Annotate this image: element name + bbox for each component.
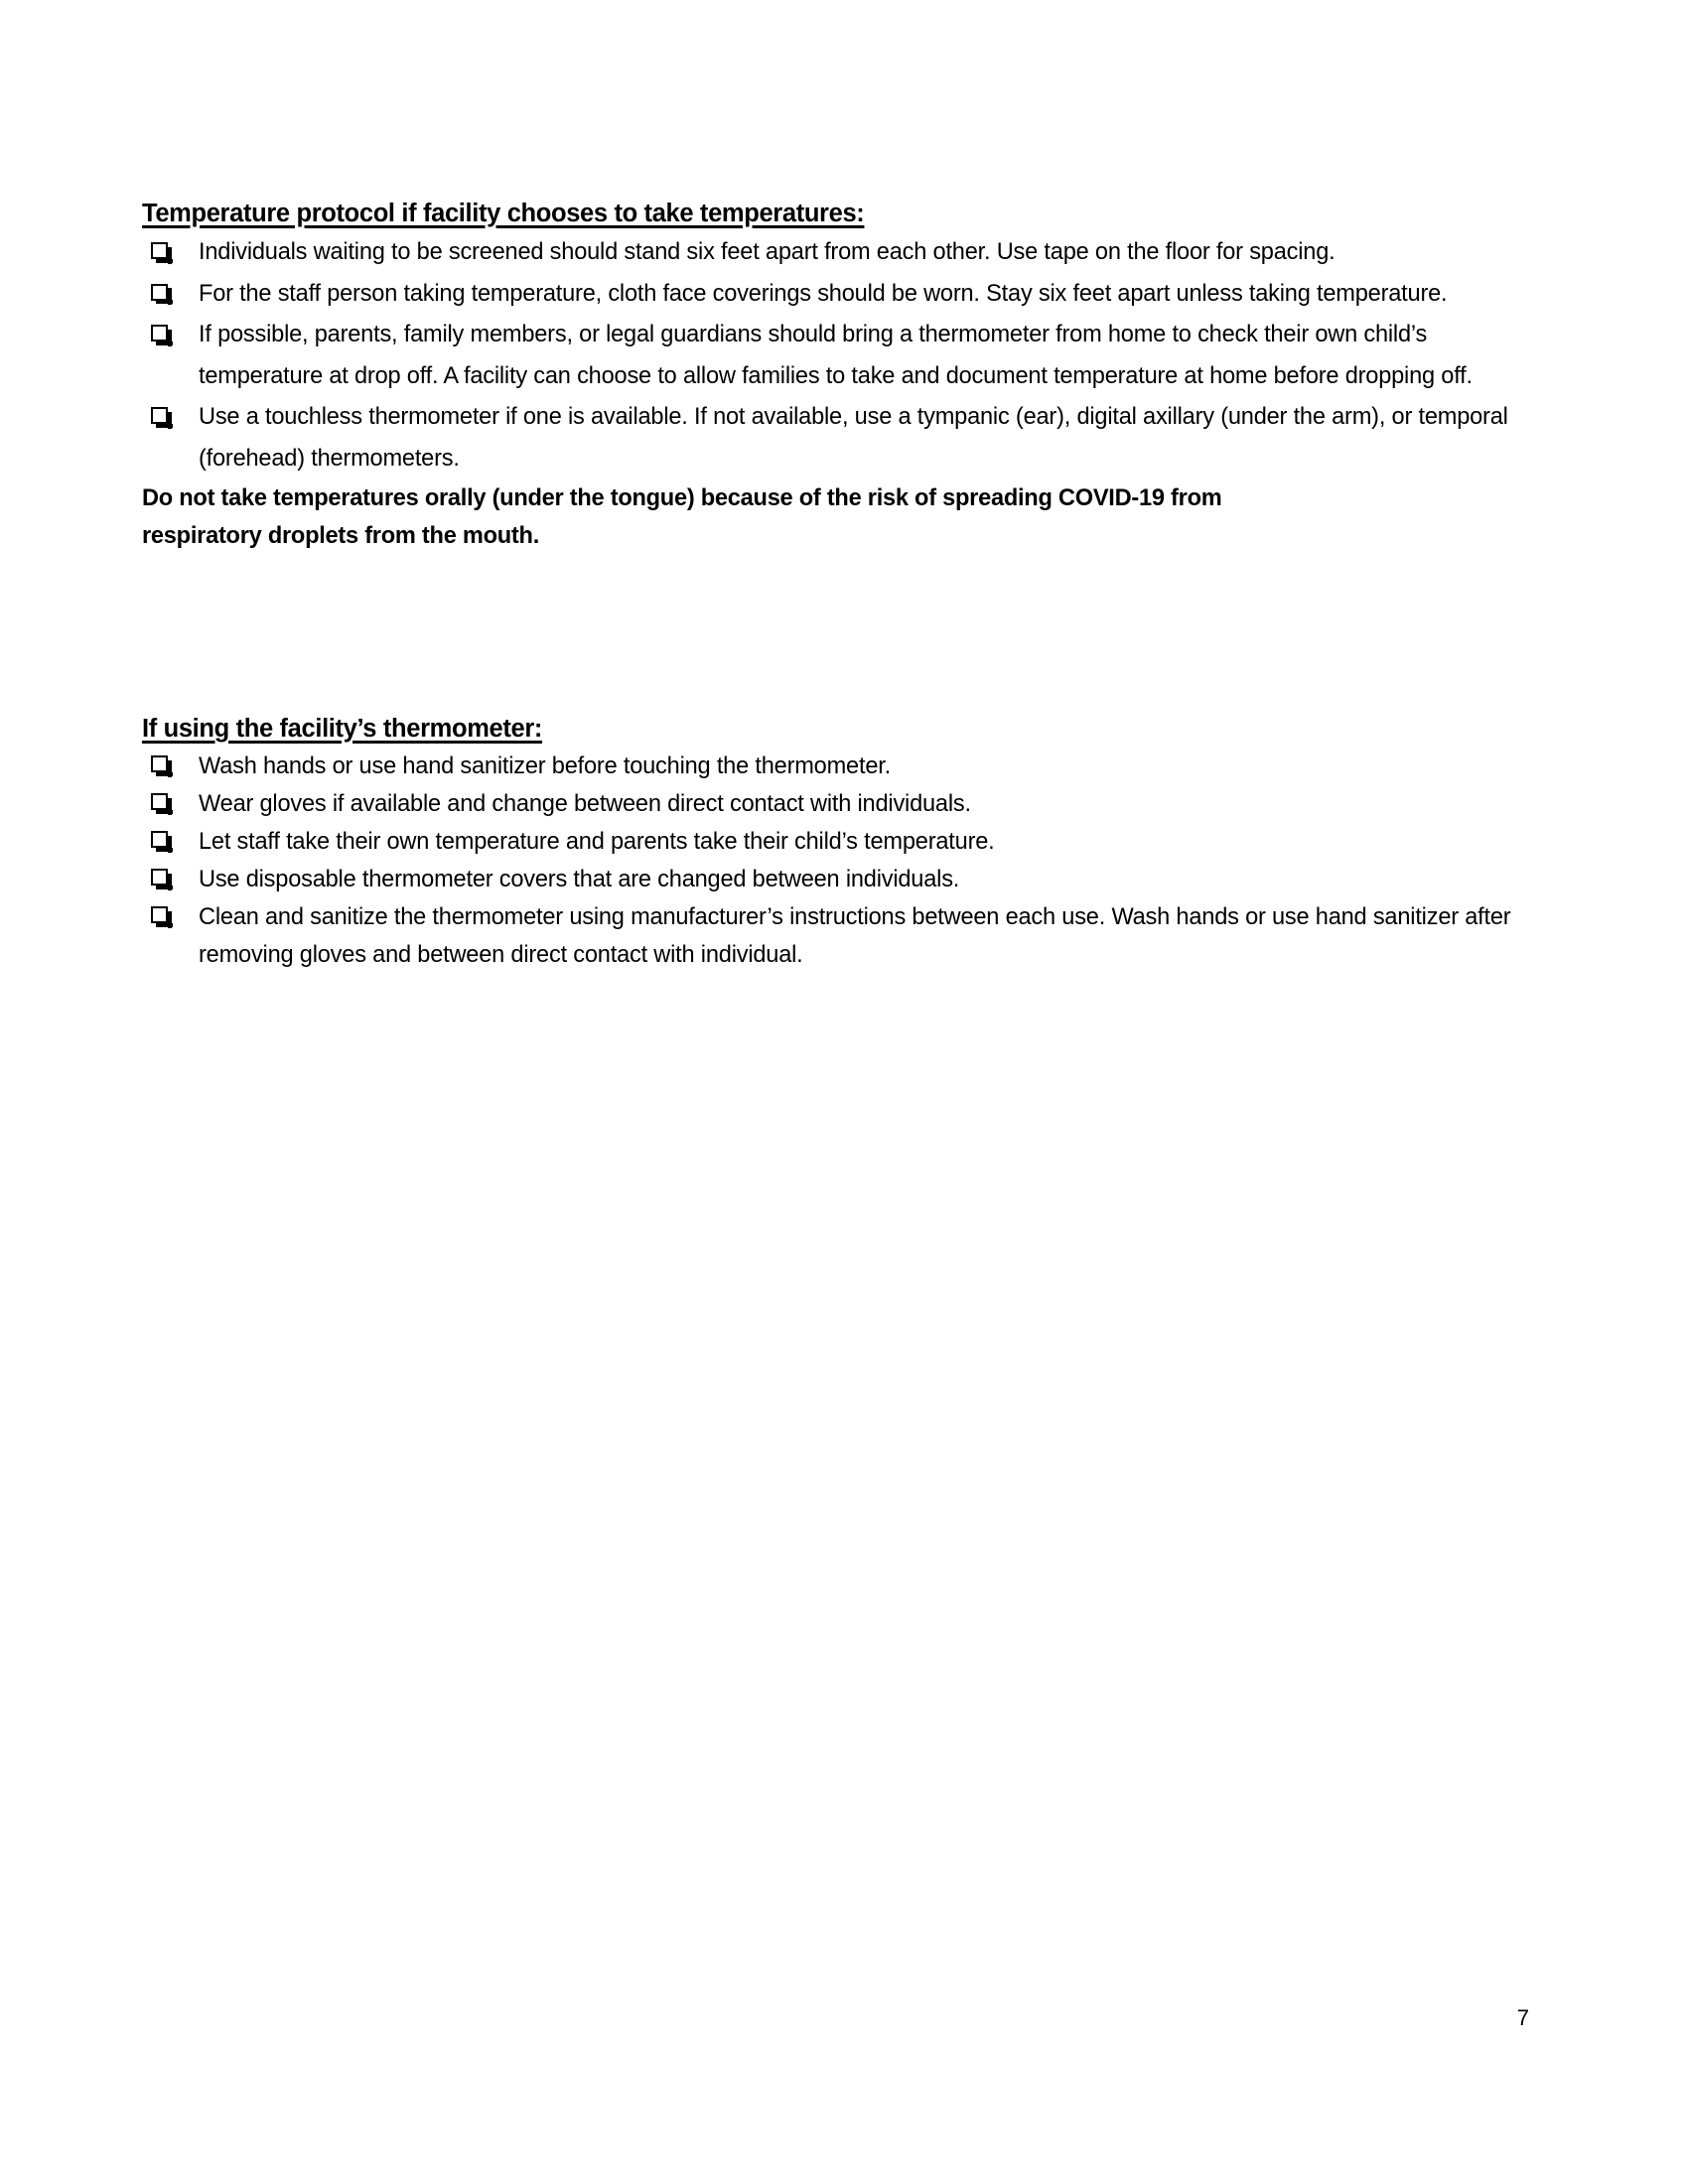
section-heading-temperature-protocol: Temperature protocol if facility chooses to take temperatures:: [142, 200, 865, 227]
list-item: [142, 861, 1527, 898]
list-item-text: Use disposable thermometer covers that are changed between individuals.: [199, 867, 960, 893]
list-item-text: For the staff person taking temperature, cloth face coverings should be worn. Stay six feet apart unless taking temperature.: [199, 280, 1448, 307]
facility-thermometer-checklist: [142, 748, 1527, 974]
list-item: [142, 898, 1527, 974]
checkbox-square-icon: [151, 325, 168, 341]
list-item-text: Let staff take their own temperature and parents take their child’s temperature.: [199, 829, 995, 856]
list-item-text: Individuals waiting to be screened should stand six feet apart from each other. Use tape on the floor for spacing.: [199, 239, 1336, 266]
checkbox-square-icon: [151, 831, 168, 848]
list-item: [142, 397, 1527, 479]
checkbox-square-icon: [151, 793, 168, 810]
list-item-text: Wear gloves if available and change between direct contact with individuals.: [199, 791, 971, 818]
checkbox-square-icon: [151, 242, 168, 259]
list-item-text: Wash hands or use hand sanitizer before touching the thermometer.: [199, 753, 891, 780]
list-item-text: Clean and sanitize the thermometer using manufacturer’s instructions between each use. Wash hands or use hand sanitizer after removing gloves and between direct contact with individual.: [199, 904, 1511, 969]
page-number: 7: [1516, 2005, 1529, 2030]
section-heading-facility-thermometer: If using the facility’s thermometer:: [142, 715, 543, 744]
checkbox-square-icon: [151, 284, 168, 301]
checkbox-square-icon: [151, 407, 168, 424]
list-item-text: If possible, parents, family members, or legal guardians should bring a thermometer from home to check their own child’s temperature at drop off. A facility can choose to allow families to take and document temperature at home before dropping off.: [199, 322, 1473, 389]
checkbox-square-icon: [151, 755, 168, 772]
list-item: [142, 823, 1527, 861]
checkbox-square-icon: [151, 869, 168, 886]
document-body: [142, 199, 1527, 974]
list-item-text: Use a touchless thermometer if one is available. If not available, use a tympanic (ear), digital axillary (under the arm), or temporal (forehead) thermometers.: [199, 404, 1508, 472]
oral-temperature-warning: Do not take temperatures orally (under the tongue) because of the risk of spreading COVID-19 from respiratory droplets from the mouth.: [142, 485, 1222, 550]
list-item: [142, 785, 1527, 823]
list-item: [142, 274, 1527, 316]
temperature-protocol-checklist: [142, 232, 1527, 479]
checkbox-square-icon: [151, 906, 168, 923]
list-item: [142, 315, 1527, 397]
list-item: [142, 748, 1527, 785]
list-item: [142, 232, 1527, 274]
